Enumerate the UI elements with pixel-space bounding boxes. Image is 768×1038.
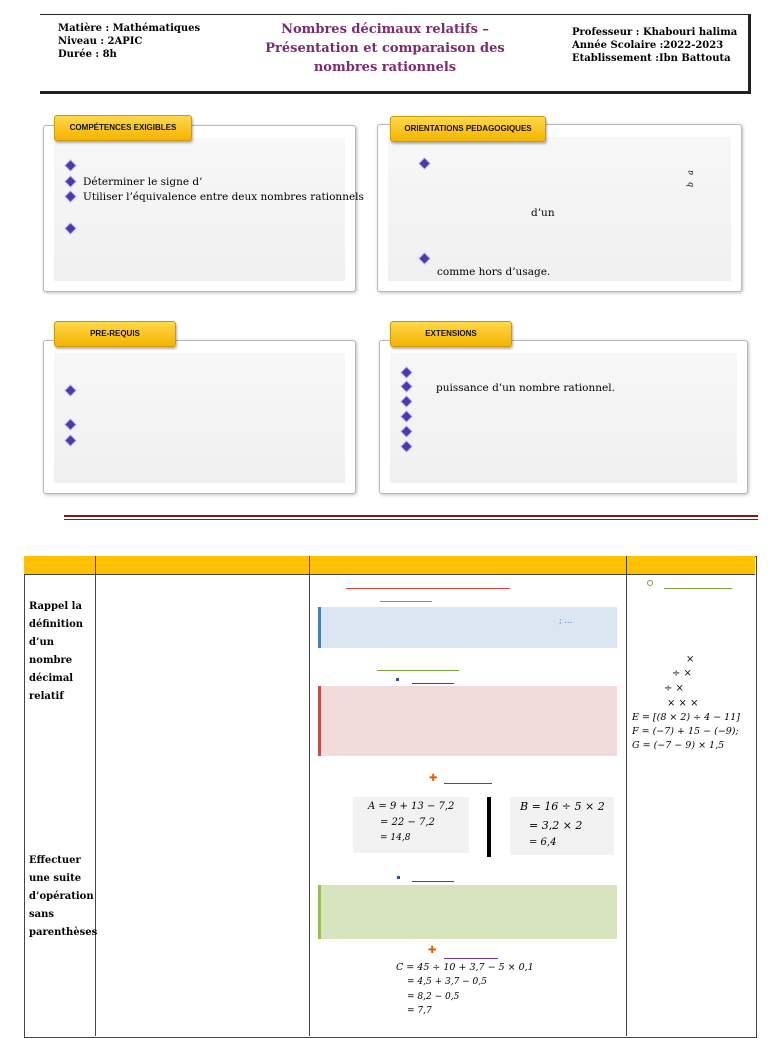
competences-tab: COMPÉTENCES EXIGIBLES — [54, 115, 192, 141]
objective-line: relatif — [29, 691, 64, 702]
objective-line: sans — [29, 909, 55, 920]
orientation-text-hors: comme hors d’usage. — [437, 266, 551, 278]
square-bullet-icon — [396, 678, 399, 681]
objective-line: d’opération — [29, 891, 94, 902]
heading-underline-blue — [412, 683, 454, 684]
example-c-line-2: = 4,5 + 3,7 − 0,5 — [407, 977, 487, 987]
heading-underline-purple — [444, 958, 498, 959]
heading-underline-green — [380, 601, 432, 602]
competences-card — [43, 125, 356, 292]
example-a-line-1: A = 9 + 13 − 7,2 — [368, 801, 455, 812]
example-c-line-4: = 7,7 — [407, 1006, 432, 1016]
heading-underline-purple — [444, 783, 492, 784]
example-a-line-2: = 22 − 7,2 — [380, 817, 435, 828]
example-b-line-3: = 6,4 — [529, 837, 557, 848]
card-body — [388, 137, 731, 281]
circle-bullet-icon — [647, 580, 653, 586]
matiere-label: Matière : Mathématiques — [58, 23, 201, 34]
exercise-expression-e: E = [(8 × 2) ÷ 4 − 11] — [632, 712, 740, 723]
heading-underline-blue — [412, 881, 454, 882]
example-c-line-1: C = 45 ÷ 10 + 3,7 − 5 × 0,1 — [396, 962, 534, 973]
column-divider — [309, 556, 310, 1036]
table-header-row — [24, 556, 755, 575]
duree-label: Durée : 8h — [58, 49, 117, 60]
extensions-card — [379, 340, 748, 494]
orientations-tab: ORIENTATIONS PEDAGOGIQUES — [390, 116, 546, 142]
example-b-line-1: B = 16 ÷ 5 × 2 — [520, 800, 605, 813]
card-body — [54, 353, 345, 483]
divider-bar — [487, 797, 491, 857]
objective-definition — [29, 598, 83, 706]
example-c-line-3: = 8,2 − 0,5 — [407, 992, 460, 1002]
exercise-operators: × — [686, 654, 695, 665]
header-left-info — [58, 22, 200, 61]
exercise-operators: ÷ × — [664, 683, 684, 694]
professeur-label: Professeur : Khabouri halima — [572, 27, 738, 38]
document-title — [250, 20, 520, 77]
exercise-operators: × × × — [667, 698, 699, 709]
example-marker-icon: ✚ — [429, 773, 438, 784]
objective-line: une suite — [29, 873, 82, 884]
objective-line: Effectuer — [29, 855, 81, 866]
objective-line: décimal — [29, 673, 74, 684]
column-divider — [95, 556, 96, 1036]
orientation-text-dun: d’un — [531, 207, 555, 219]
annee-label: Année Scolaire :2022-2023 — [572, 40, 724, 51]
objective-line: parenthèses — [29, 927, 98, 938]
fraction-denominator: b — [686, 181, 696, 188]
extension-line-1: puissance d’un nombre rationnel. — [436, 382, 615, 394]
method-box — [318, 885, 617, 939]
card-body — [390, 353, 737, 483]
objective-line: nombre — [29, 655, 73, 666]
orientations-card — [377, 124, 742, 292]
exercise-expression-f: F = (−7) + 15 − (−9); — [632, 726, 739, 737]
objective-line: Rappel la — [29, 601, 82, 612]
prerequis-card — [43, 340, 356, 494]
exercise-operators: ÷ × — [672, 668, 692, 679]
objective-operations — [29, 852, 97, 942]
title-line-1: Nombres décimaux relatifs – — [281, 22, 489, 37]
section-separator — [64, 519, 758, 520]
title-line-2: Présentation et comparaison des — [265, 41, 505, 56]
square-bullet-icon — [397, 876, 400, 879]
header-right-info — [572, 26, 737, 65]
heading-underline-red — [346, 588, 510, 589]
example-marker-icon: ✚ — [428, 945, 437, 956]
card-body — [54, 138, 345, 281]
definition-box-text: ; … — [559, 616, 573, 625]
rule-box — [318, 686, 617, 756]
heading-underline-green — [377, 670, 459, 671]
definition-box — [318, 607, 617, 648]
example-b-line-2: = 3,2 × 2 — [529, 819, 583, 832]
example-a-line-3: = 14,8 — [380, 833, 411, 843]
extensions-tab: EXTENSIONS — [390, 321, 512, 347]
competence-line-2: Utiliser l’équivalence entre deux nombres rationnels — [83, 191, 364, 203]
title-line-3: nombres rationnels — [313, 60, 457, 75]
exercise-expression-g: G = (−7 − 9) × 1,5 — [632, 740, 725, 751]
niveau-label: Niveau : 2APIC — [58, 36, 143, 47]
objective-line: d’un — [29, 637, 55, 648]
objective-line: définition — [29, 619, 84, 630]
fraction-numerator: a — [685, 170, 695, 175]
etablissement-label: Etablissement :Ibn Battouta — [572, 53, 731, 64]
heading-underline-green — [664, 588, 732, 589]
section-separator — [64, 515, 758, 517]
prerequis-tab: PRE-REQUIS — [54, 321, 176, 347]
competence-line-1: Déterminer le signe d’ — [83, 176, 203, 188]
column-divider — [626, 556, 627, 1036]
